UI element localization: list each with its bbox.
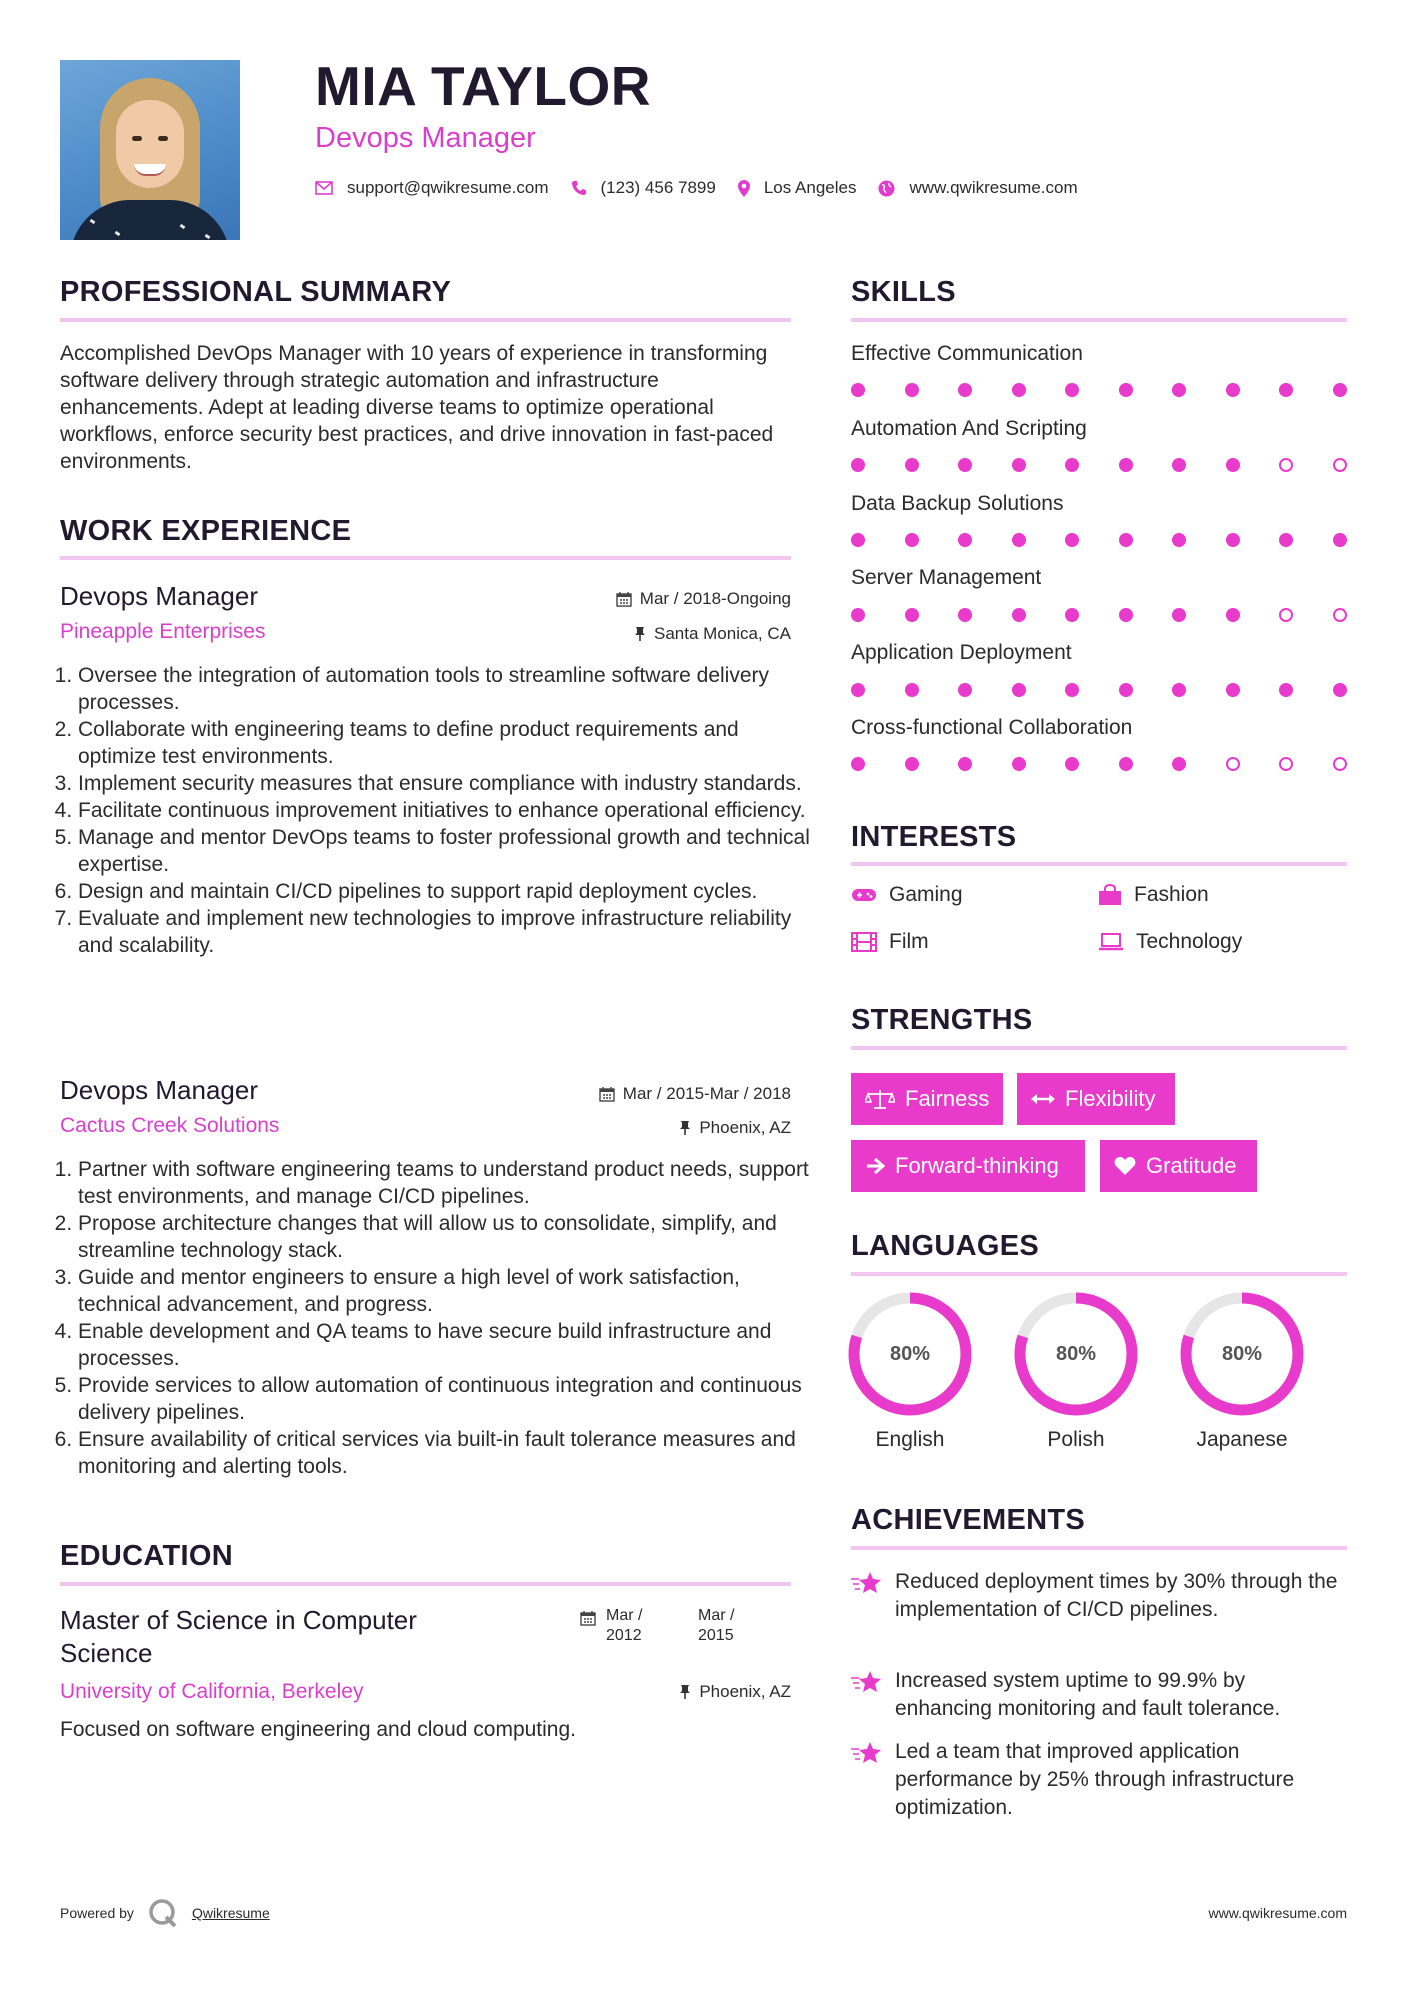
skill-dot-filled	[851, 383, 865, 397]
skill-dot-filled	[958, 757, 972, 771]
skill-rating	[851, 608, 1347, 628]
skill-rating	[851, 458, 1347, 478]
pushpin-icon	[679, 1120, 691, 1136]
section-title-interests: INTERESTS	[851, 821, 1017, 853]
skill-dot-filled	[1065, 757, 1079, 771]
language-percent: 80%	[1055, 1343, 1097, 1365]
candidate-name: MIA TAYLOR	[315, 55, 652, 117]
skill-dot-filled	[1119, 533, 1133, 547]
laptop-icon	[1098, 933, 1124, 951]
star-icon	[851, 1667, 895, 1723]
arrow-right-icon	[865, 1157, 885, 1175]
skill-dot-empty	[1279, 757, 1293, 771]
section-divider	[851, 318, 1347, 322]
education-end-date: Mar / 2015	[698, 1607, 735, 1644]
skill-dot-filled	[1065, 683, 1079, 697]
interest-label: Fashion	[1134, 883, 1209, 906]
candidate-role: Devops Manager	[315, 122, 536, 154]
skill-dot-filled	[1172, 757, 1186, 771]
job-title: Devops Manager	[60, 1075, 258, 1105]
profile-photo	[60, 60, 240, 240]
skill-dot-filled	[1279, 533, 1293, 547]
contact-location	[738, 178, 857, 198]
language-item	[1180, 1292, 1304, 1452]
list-item: 1. Oversee the integration of automation tools to streamline software delivery processes.	[78, 662, 813, 716]
list-item: 1. Partner with software engineering teams to understand product needs, support test environments, and manage CI/CD pipelines.	[78, 1156, 813, 1210]
skill-dot-filled	[1119, 608, 1133, 622]
achievement-text: Led a team that improved application performance by 25% through infrastructure optimization.	[895, 1740, 1295, 1819]
language-item	[1014, 1292, 1138, 1452]
skill-dot-filled	[1226, 458, 1240, 472]
skill-dot-filled	[905, 757, 919, 771]
achievement-item	[851, 1738, 1347, 1822]
skill-dot-filled	[1119, 383, 1133, 397]
contact-phone-text: (123) 456 7899	[600, 178, 716, 197]
skill-dot-filled	[1172, 533, 1186, 547]
skill-dot-filled	[1333, 683, 1347, 697]
pushpin-icon	[679, 1684, 691, 1700]
list-item: 3. Implement security measures that ensure compliance with industry standards.	[78, 770, 813, 797]
skill-dot-filled	[958, 533, 972, 547]
job-location-text: Santa Monica, CA	[653, 624, 791, 643]
skill-dot-filled	[1119, 683, 1133, 697]
skill-name: Cross-functional Collaboration	[851, 716, 1133, 739]
education-location-text: Phoenix, AZ	[699, 1682, 791, 1701]
list-item: 6. Design and maintain CI/CD pipelines to support rapid deployment cycles.	[78, 878, 813, 905]
skill-dot-filled	[958, 608, 972, 622]
interest-label: Technology	[1136, 930, 1243, 953]
skill-rating	[851, 757, 1347, 777]
skill-rating	[851, 683, 1347, 703]
skill-name: Data Backup Solutions	[851, 492, 1064, 515]
pushpin-icon	[634, 626, 646, 642]
summary-text: Accomplished DevOps Manager with 10 years of experience in transforming software delivery through strategic automation and infrastructure enhancements. Adept at leading diverse teams to optimize operational workflows, enforce security best practices, and drive innovation in fast-paced environments.	[60, 342, 774, 473]
skill-dot-filled	[1012, 383, 1026, 397]
section-title-education: EDUCATION	[60, 1540, 233, 1572]
skill-dot-filled	[851, 608, 865, 622]
language-name: Japanese	[1196, 1428, 1288, 1451]
achievement-text: Increased system uptime to 99.9% by enhancing monitoring and fault tolerance.	[895, 1669, 1281, 1720]
footer-powered-by	[60, 1898, 270, 1928]
interest-item	[851, 930, 929, 954]
skill-name: Effective Communication	[851, 342, 1083, 365]
footer-website[interactable]: www.qwikresume.com	[1208, 1905, 1347, 1921]
job-bullets	[58, 1156, 813, 1480]
list-item: 5. Manage and mentor DevOps teams to foster professional growth and technical expertise.	[78, 824, 813, 878]
job-dates-text: Mar / 2015-Mar / 2018	[622, 1084, 791, 1103]
skill-name: Automation And Scripting	[851, 417, 1087, 440]
skill-dot-filled	[1226, 383, 1240, 397]
contact-email[interactable]	[315, 178, 549, 198]
skill-rating	[851, 533, 1347, 553]
list-item: 5. Provide services to allow automation of continuous integration and continuous delivery pipelines.	[78, 1372, 813, 1426]
skill-dot-filled	[1012, 458, 1026, 472]
calendar-icon	[599, 1086, 615, 1102]
list-item: 7. Evaluate and implement new technologies to improve infrastructure reliability and scalability.	[78, 905, 813, 959]
strength-label: Gratitude	[1146, 1153, 1237, 1178]
skill-name: Application Deployment	[851, 641, 1072, 664]
contact-email-text: support@qwikresume.com	[347, 178, 549, 197]
section-title-achievements: ACHIEVEMENTS	[851, 1504, 1086, 1536]
skill-dot-filled	[1226, 608, 1240, 622]
skill-dot-filled	[1065, 383, 1079, 397]
section-title-experience: WORK EXPERIENCE	[60, 515, 352, 547]
qwikresume-link[interactable]: Qwikresume	[191, 1905, 270, 1921]
interest-item	[851, 883, 963, 907]
strength-chip	[851, 1140, 1085, 1192]
language-item	[848, 1292, 972, 1452]
list-item: 3. Guide and mentor engineers to ensure a high level of work satisfaction, technical advancement, and progress.	[78, 1264, 813, 1318]
education-start-date: Mar / 2012	[606, 1607, 643, 1644]
balance-scale-icon	[865, 1088, 895, 1110]
interest-label: Gaming	[889, 883, 963, 906]
qwikresume-logo-icon	[148, 1898, 178, 1928]
section-divider	[60, 556, 791, 560]
job-dates-text: Mar / 2018-Ongoing	[639, 589, 791, 608]
strength-chip	[851, 1073, 1003, 1125]
film-icon	[851, 932, 877, 952]
skill-rating	[851, 383, 1347, 403]
job-location-text: Phoenix, AZ	[699, 1118, 791, 1137]
skill-dot-filled	[905, 608, 919, 622]
job-location	[634, 624, 791, 644]
job-bullets	[58, 662, 813, 959]
skill-dot-empty	[1279, 458, 1293, 472]
skill-dot-filled	[905, 683, 919, 697]
skill-dot-filled	[1333, 383, 1347, 397]
skill-dot-filled	[905, 533, 919, 547]
contact-location-text: Los Angeles	[763, 178, 857, 197]
skill-dot-filled	[1172, 383, 1186, 397]
skill-dot-filled	[1119, 458, 1133, 472]
skill-dot-filled	[1012, 608, 1026, 622]
map-pin-icon	[738, 180, 750, 197]
gamepad-icon	[851, 887, 877, 903]
achievement-item	[851, 1667, 1347, 1723]
skill-dot-filled	[1065, 608, 1079, 622]
section-divider	[60, 318, 791, 322]
list-item: 4. Facilitate continuous improvement initiatives to enhance operational efficiency.	[78, 797, 813, 824]
phone-icon	[571, 180, 587, 196]
star-icon	[851, 1738, 895, 1822]
skill-dot-filled	[851, 458, 865, 472]
skill-dot-filled	[1065, 458, 1079, 472]
list-item: 6. Ensure availability of critical services via built-in fault tolerance measures and monitoring and alerting tools.	[78, 1426, 813, 1480]
language-percent: 80%	[889, 1343, 931, 1365]
job-company: Cactus Creek Solutions	[60, 1114, 280, 1137]
strength-label: Forward-thinking	[895, 1153, 1059, 1178]
strength-label: Fairness	[905, 1086, 990, 1111]
skill-dot-empty	[1226, 757, 1240, 771]
job-company: Pineapple Enterprises	[60, 620, 266, 643]
skill-dot-filled	[1226, 683, 1240, 697]
skill-dot-filled	[851, 757, 865, 771]
section-title-languages: LANGUAGES	[851, 1230, 1039, 1262]
skill-dot-empty	[1279, 608, 1293, 622]
job-dates	[616, 589, 791, 609]
section-divider	[851, 1046, 1347, 1050]
skill-dot-filled	[1279, 383, 1293, 397]
strength-chip	[1100, 1140, 1257, 1192]
section-title-skills: SKILLS	[851, 276, 956, 308]
skill-dot-filled	[1012, 683, 1026, 697]
job-dates	[599, 1084, 791, 1104]
star-icon	[851, 1568, 895, 1624]
section-divider	[60, 1582, 791, 1586]
language-percent: 80%	[1221, 1343, 1263, 1365]
skill-dot-filled	[1172, 608, 1186, 622]
section-title-strengths: STRENGTHS	[851, 1004, 1033, 1036]
strength-label: Flexibility	[1065, 1086, 1156, 1111]
envelope-icon	[315, 181, 333, 195]
skill-name: Server Management	[851, 566, 1042, 589]
shopping-bag-icon	[1098, 884, 1122, 906]
powered-by-text: Powered by	[60, 1905, 134, 1921]
arrows-horizontal-icon	[1031, 1092, 1055, 1106]
education-degree: Master of Science in Computer Science	[60, 1605, 417, 1668]
interest-item	[1098, 883, 1209, 907]
achievement-text: Reduced deployment times by 30% through the implementation of CI/CD pipelines.	[895, 1570, 1338, 1621]
strength-chip	[1017, 1073, 1175, 1125]
skill-dot-filled	[1012, 757, 1026, 771]
heart-icon	[1114, 1156, 1136, 1176]
interest-label: Film	[889, 930, 929, 953]
skill-dot-filled	[1065, 533, 1079, 547]
skill-dot-filled	[1172, 683, 1186, 697]
education-school: University of California, Berkeley	[60, 1680, 364, 1703]
section-divider	[851, 1546, 1347, 1550]
calendar-icon	[616, 591, 632, 607]
skill-dot-filled	[1119, 757, 1133, 771]
skill-dot-filled	[1012, 533, 1026, 547]
skill-dot-filled	[851, 683, 865, 697]
skill-dot-filled	[958, 458, 972, 472]
job-title: Devops Manager	[60, 581, 258, 611]
education-dates	[580, 1606, 790, 1646]
globe-icon	[878, 180, 895, 197]
contact-website-text: www.qwikresume.com	[909, 178, 1078, 197]
interest-item	[1098, 930, 1242, 954]
skill-dot-filled	[851, 533, 865, 547]
language-name: English	[875, 1428, 945, 1451]
skill-dot-empty	[1333, 608, 1347, 622]
job-location	[679, 1118, 791, 1138]
calendar-icon	[580, 1606, 596, 1646]
section-divider	[851, 1272, 1347, 1276]
skill-dot-empty	[1333, 757, 1347, 771]
education-description: Focused on software engineering and cloud computing.	[60, 1718, 576, 1741]
skill-dot-empty	[1333, 458, 1347, 472]
language-name: Polish	[1047, 1428, 1105, 1451]
list-item: 2. Collaborate with engineering teams to define product requirements and optimize test environments.	[78, 716, 813, 770]
section-divider	[851, 862, 1347, 866]
section-title-summary: PROFESSIONAL SUMMARY	[60, 276, 452, 308]
skill-dot-filled	[1172, 458, 1186, 472]
skill-dot-filled	[1333, 533, 1347, 547]
achievement-item	[851, 1568, 1347, 1624]
contact-bar	[315, 178, 1100, 198]
list-item: 4. Enable development and QA teams to have secure build infrastructure and processes.	[78, 1318, 813, 1372]
list-item: 2. Propose architecture changes that will allow us to consolidate, simplify, and streamline technology stack.	[78, 1210, 813, 1264]
skill-dot-filled	[905, 458, 919, 472]
contact-phone[interactable]	[571, 178, 716, 198]
skill-dot-filled	[1279, 683, 1293, 697]
contact-website[interactable]	[878, 178, 1077, 198]
skill-dot-filled	[958, 383, 972, 397]
skill-dot-filled	[1226, 533, 1240, 547]
skill-dot-filled	[958, 683, 972, 697]
education-location	[679, 1682, 791, 1702]
skill-dot-filled	[905, 383, 919, 397]
